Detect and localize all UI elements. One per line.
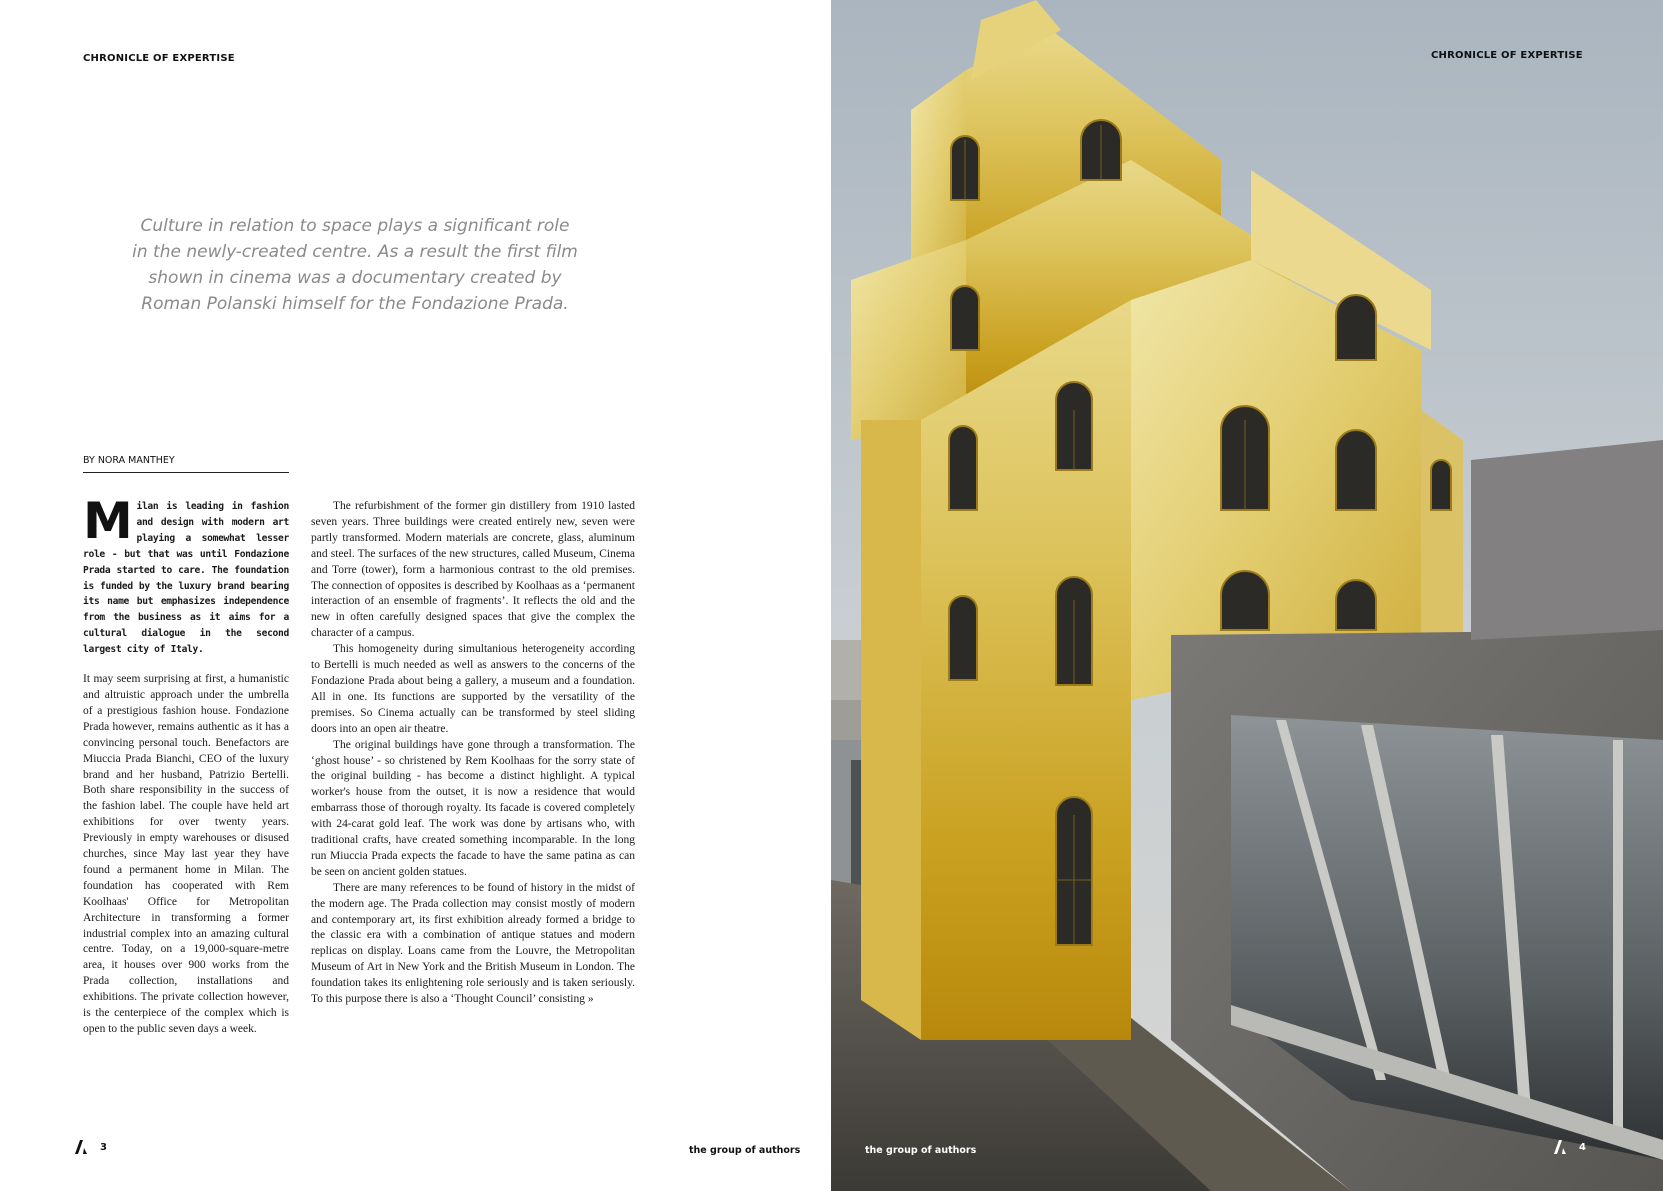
byline: BY NORA MANTHEY [83,455,289,473]
logo-mark-icon [74,1139,88,1155]
logo-mark-icon [1553,1139,1567,1155]
pull-quote-line: shown in cinema was a documentary created by [148,268,562,288]
right-page [831,0,1663,1191]
folio-right [1553,1139,1586,1155]
article-paragraph: The refurbishment of the former gin distillery from 1910 lasted seven years. Three buildings were created entirely new, seven were partly transformed. Modern materials are concrete, glass, aluminum and steel. The surfaces of the new structures, called Museum, Cinema and Torre (tower), form a harmonious contrast to the old premises. The connection of opposites is described by Koolhaas as a ‘permanent interaction of an ensemble of fragments’. It reflects the old and the new in often carefully designed spaces that give the complex the character of a campus. [311,500,635,640]
pull-quote-line: in the newly-created centre. As a result the first film [132,242,578,262]
section-label-right: CHRONICLE OF EXPERTISE [1431,50,1583,61]
article-paragraph: It may seem surprising at first, a humanistic and altruistic approach under the umbrella of a prestigious fashion house. Fondazione Prada however, remains authentic as it has a convincing personal touch. Benefactors are Miuccia Prada Bianchi, CEO of the luxury brand and her husband, Patrizio Bertelli. Both share responsibility in the success of the fashion label. The couple have held art exhibitions for over twenty years. Previously in empty warehouses or disused churches, since May last year they have found a permanent home in Milan. The foundation has cooperated with Rem Koolhaas' Office for Metropolitan Architecture in transforming a former industrial complex into an amazing cultural centre. Today, on a 19,000-square-metre area, it houses over 900 works from the Prada collection, installations and exhibitions. The private collection however, is the centerpiece of the complex which is open to the public seven days a week. [83,673,289,1035]
pull-quote-line: Roman Polanski himself for the Fondazione Prada. [141,294,569,314]
folio-left [74,1139,107,1155]
page-number-left: 3 [100,1141,107,1153]
page-number-right: 4 [1579,1141,1586,1153]
intro-text: ilan is leading in fashion and design with modern art playing a somewhat lesser role - but that was until Fondazione Prada started to care. The foundation is funded by the luxury brand bearing its name but emphasizes independence from the business as it aims for a cultural dialogue in the second largest city of Italy. [83,501,289,656]
left-page [0,0,831,1191]
building-photo [831,0,1663,1191]
pull-quote [120,213,590,317]
drop-cap: M [83,492,133,550]
footer-credit-left: the group of authors [689,1145,801,1156]
article-paragraph: There are many references to be found of history in the midst of the modern age. The Prada collection may consist mostly of modern and contemporary art, its first exhibition already formed a bridge to the classic era with a combination of antique statues and modern replicas on display. Loans came from the Louvre, the Metropolitan Museum of Art in New York and the British Museum in London. The foundation takes its enlightening role seriously and is taken seriously. To this purpose there is also a ‘Thought Council’ consisting » [311,881,635,1006]
article-paragraph: The original buildings have gone through a transformation. The ‘ghost house’ - so christened by Rem Koolhaas for the sorry state of the original building - has become a distinct highlight. A typical worker's house from the outset, it is now a residence that would embarrass those of thorough royalty. Its facade is covered completely with 24-carat gold leaf. The work was done by artisans who, with traditional crafts, have created something incomparable. In the long run Miuccia Prada expects the facade to have the same patina as can be seen on ancient golden statues. [311,738,635,878]
article-column-1 [83,492,289,1038]
article-intro [83,492,289,658]
article-paragraph: This homogeneity during simultanious heterogeneity according to Bertelli is much needed as well as answers to the concerns of the Fondazione Prada about being a gallery, a museum and a foundation. All in one. Its functions are supported by the versatility of the premises. So Cinema actually can be transformed by steel sliding doors into an open air theatre. [311,643,635,735]
article-column-2 [311,499,635,1008]
section-label-left: CHRONICLE OF EXPERTISE [83,53,235,64]
pull-quote-line: Culture in relation to space plays a significant role [140,216,570,236]
footer-credit-right: the group of authors [865,1145,977,1156]
